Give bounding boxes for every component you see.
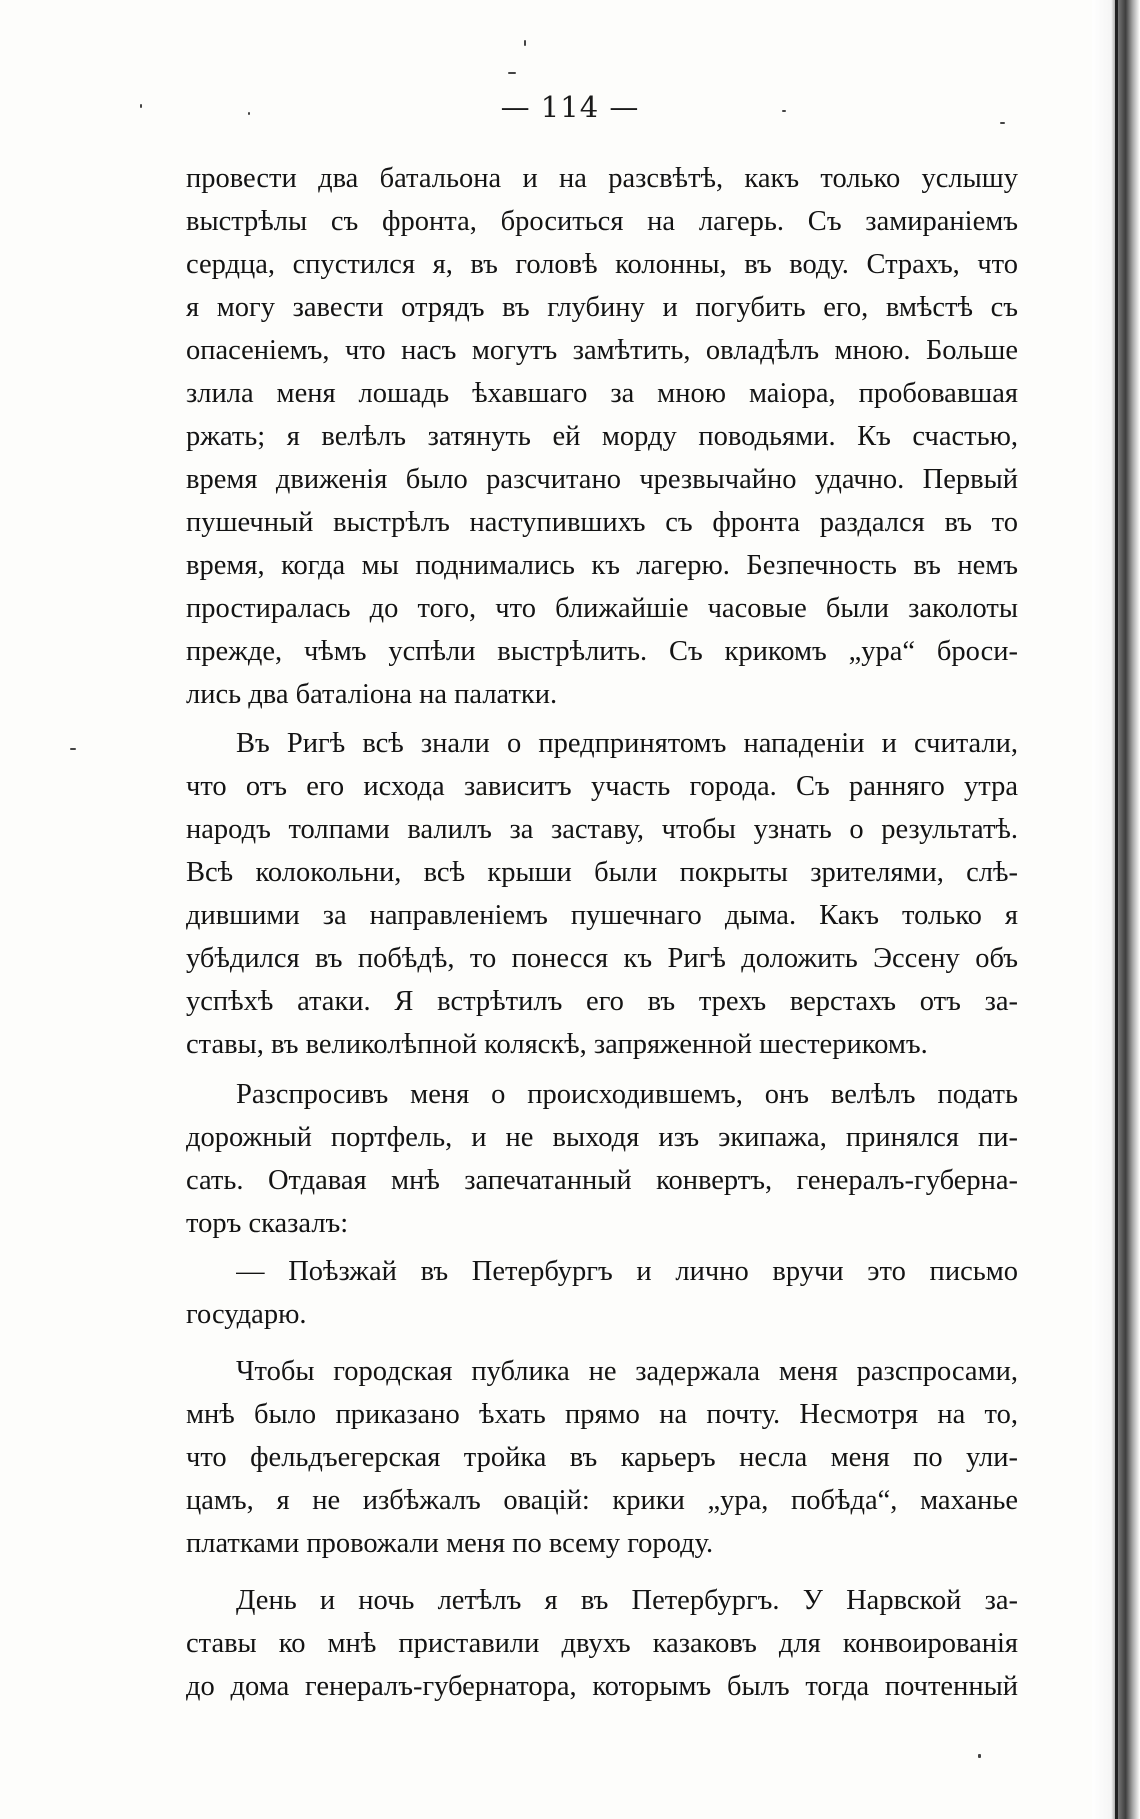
scan-speck xyxy=(70,748,76,750)
text-line: Чтобы городская публика не задержала меня разспросами, xyxy=(236,1356,1018,1387)
text-line: сать. Отдавая мнѣ запечатанный конвертъ, генералъ-губерна- xyxy=(186,1165,1018,1196)
text-line: злила меня лошадь ѣхавшаго за мною маіора, пробовавшая xyxy=(186,378,1018,409)
text-line: прежде, чѣмъ успѣли выстрѣлить. Съ крикомъ „ура“ броси- xyxy=(186,636,1018,667)
text-line: дорожный портфель, и не выходя изъ экипажа, принялся пи- xyxy=(186,1122,1018,1153)
text-line: — Поѣзжай въ Петербургъ и лично вручи это письмо xyxy=(236,1256,1018,1287)
scan-speck xyxy=(1000,122,1005,124)
scan-speck xyxy=(978,1754,981,1758)
text-line: платками провожали меня по всему городу. xyxy=(186,1528,714,1559)
text-line: дившими за направленіемъ пушечнаго дыма. Какъ только я xyxy=(186,900,1018,931)
text-line: что отъ его исхода зависитъ участь города. Съ ранняго утра xyxy=(186,771,1018,802)
text-line: что фельдъегерская тройка въ карьеръ несла меня по ули- xyxy=(186,1442,1018,1473)
text-line: цамъ, я не избѣжалъ овацій: крики „ура, побѣда“, маханье xyxy=(186,1485,1018,1516)
text-line: пушечный выстрѣлъ наступившихъ съ фронта раздался въ то xyxy=(186,507,1018,538)
text-line: ставы, въ великолѣпной коляскѣ, запряженной шестерикомъ. xyxy=(186,1029,928,1060)
scan-speck xyxy=(524,40,526,46)
text-line: простиралась до того, что ближайшіе часовые были заколоты xyxy=(186,593,1018,624)
text-line: выстрѣлы съ фронта, броситься на лагерь. Съ замираніемъ xyxy=(186,206,1018,237)
text-line: Разспросивъ меня о происходившемъ, онъ велѣлъ подать xyxy=(236,1079,1018,1110)
text-line: торъ сказалъ: xyxy=(186,1208,349,1239)
scan-speck xyxy=(140,104,142,108)
scan-binding-line xyxy=(1115,0,1118,1819)
text-line: государю. xyxy=(186,1299,307,1330)
text-line: провести два батальона и на разсвѣтѣ, какъ только услышу xyxy=(186,163,1018,194)
text-line: до дома генералъ-губернатора, которымъ былъ тогда почтенный xyxy=(186,1671,1018,1702)
text-line: Всѣ колокольни, всѣ крыши были покрыты зрителями, слѣ- xyxy=(186,857,1018,888)
text-line: сердца, спустился я, въ головѣ колонны, въ воду. Страхъ, что xyxy=(186,249,1018,280)
text-line: народъ толпами валилъ за заставу, чтобы узнать о результатѣ. xyxy=(186,814,1018,845)
text-line: я могу завести отрядъ въ глубину и погубить его, вмѣстѣ съ xyxy=(186,292,1018,323)
page-number: — 114 — xyxy=(500,90,640,124)
scan-speck xyxy=(248,112,250,115)
text-line: время, когда мы поднимались къ лагерю. Безпечность въ немъ xyxy=(186,550,1018,581)
text-line: успѣхѣ атаки. Я встрѣтилъ его въ трехъ верстахъ отъ за- xyxy=(186,986,1018,1017)
text-line: ржать; я велѣлъ затянуть ей морду поводьями. Къ счастью, xyxy=(186,421,1018,452)
text-line: мнѣ было приказано ѣхать прямо на почту. Несмотря на то, xyxy=(186,1399,1018,1430)
text-line: Въ Ригѣ всѣ знали о предпринятомъ нападеніи и считали, xyxy=(236,728,1018,759)
text-line: лись два баталіона на палатки. xyxy=(186,679,558,710)
scan-speck xyxy=(508,72,516,74)
text-line: ставы ко мнѣ приставили двухъ казаковъ для конвоированія xyxy=(186,1628,1018,1659)
text-line: убѣдился въ побѣдѣ, то понесся къ Ригѣ доложить Эссену объ xyxy=(186,943,1018,974)
scan-speck xyxy=(782,110,786,112)
text-line: время движенія было разсчитано чрезвычайно удачно. Первый xyxy=(186,464,1018,495)
text-line: День и ночь летѣлъ я въ Петербургъ. У Нарвской за- xyxy=(236,1585,1018,1616)
text-line: опасеніемъ, что насъ могутъ замѣтить, овладѣлъ мною. Больше xyxy=(186,335,1018,366)
